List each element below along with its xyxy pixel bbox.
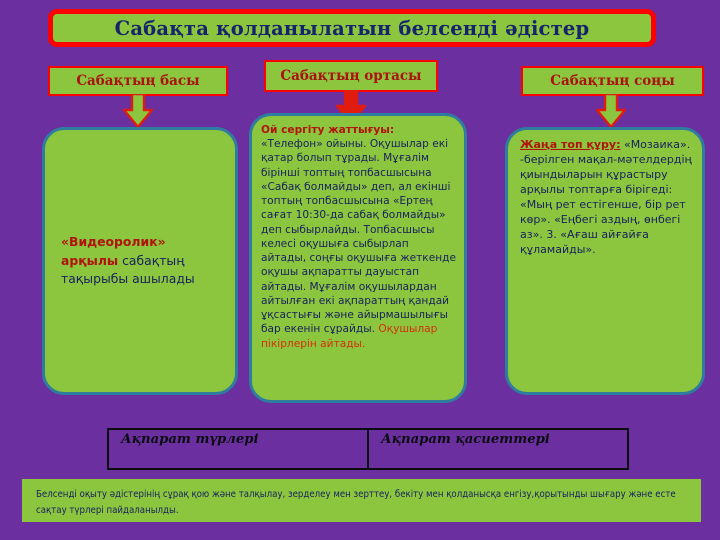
content-panel-lesson-start-text <box>61 233 219 290</box>
lesson-start-highlight: «Видеоролик» арқылы <box>61 233 166 268</box>
stage-header-lesson-start-label: Сабақтың басы <box>76 73 200 89</box>
slide-title-box <box>48 9 656 47</box>
content-panel-lesson-start <box>42 127 238 395</box>
stage-header-lesson-start <box>48 66 228 96</box>
table-header-information-types: Ақпарат түрлері <box>108 429 368 469</box>
arrow-down-icon <box>123 94 153 128</box>
page-title: Сабақта қолданылатын белсенді әдістер <box>114 16 590 40</box>
lesson-middle-closing: Оқушылар пікірлерін айтады. <box>261 323 438 350</box>
lesson-end-highlight: Жаңа топ құру: <box>520 138 621 151</box>
information-table <box>107 428 629 470</box>
stage-header-lesson-middle <box>264 60 438 92</box>
content-panel-lesson-middle <box>249 113 467 403</box>
arrow-down-icon <box>596 94 626 128</box>
lesson-start-rest: сабақтың тақырыбы ашылады <box>61 252 195 287</box>
stage-header-lesson-middle-label: Сабақтың ортасы <box>280 68 422 84</box>
footer-summary-box <box>22 479 701 522</box>
stage-header-lesson-end-label: Сабақтың соңы <box>550 73 675 89</box>
table-header-information-properties: Ақпарат қасиеттері <box>368 429 628 469</box>
content-panel-lesson-end-text <box>520 138 692 258</box>
footer-summary-text: Белсенді оқыту әдістерінің сұрақ қою және талқылау, зерделеу мен зерттеу, бекіту мен қолданысқа енгізу,қорытынды шығару және есте сақтау түрлері пайдаланылды. <box>36 489 676 516</box>
lesson-end-body: «Мозаика». -берілген мақал-мәтелдердің қиындыларын құрастыру арқылы топтарға бірігеді: «Мың рет естігенше, бір рет көр». «Еңбегі аздың, өнбегі аз». 3. «Ағаш айғайға құламайды». <box>520 138 692 256</box>
content-panel-lesson-middle-text <box>261 123 456 351</box>
table-row <box>108 429 628 469</box>
lesson-middle-body: «Телефон» ойыны. Оқушылар екі қатар болып тұрады. Мұғалім бірінші топтың топбасшысына «Сабақ болмайды» деп, ал екінші топтың топбасшысына «Ертең сағат 10:30-да сабақ болмайды» деп сыбырлайды. Топбасшысы келесі оқушыға сыбырлап айтады, соңғы оқушыға жеткенде оқушы ақпаратты дауыстап айтады. Мұғалім оқушылардан айтылған екі ақпараттың қандай ұқсастығы және айырмашылығы бар екенін сұрайды. <box>261 138 456 336</box>
lesson-middle-highlight: Ой сергіту жаттығуы: <box>261 124 395 136</box>
content-panel-lesson-end <box>505 127 705 395</box>
stage-header-lesson-end <box>521 66 704 96</box>
